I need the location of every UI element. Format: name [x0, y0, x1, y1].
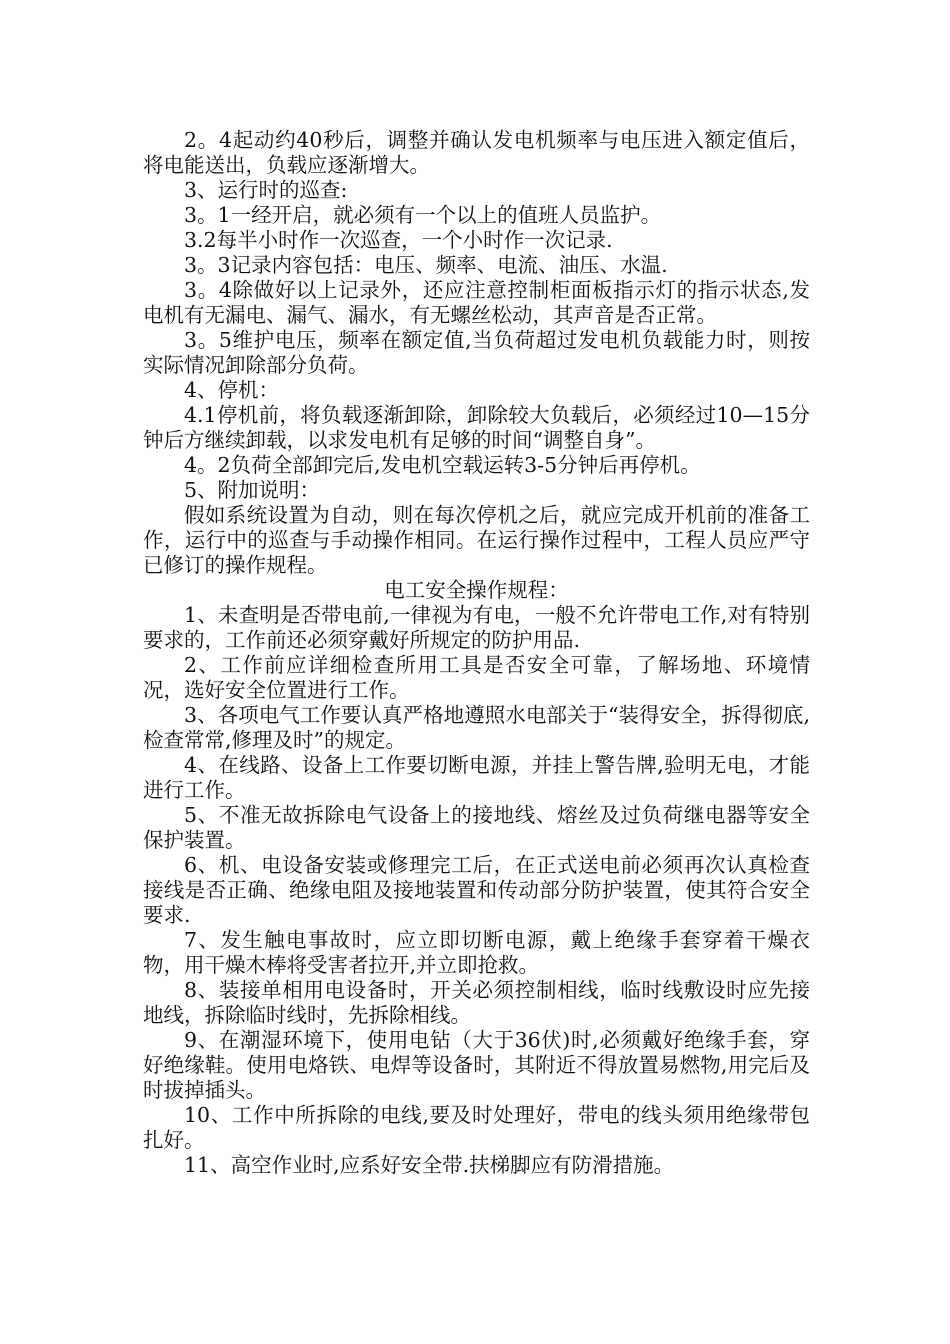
paragraph-safety-rule-4: 4、在线路、设备上工作要切断电源，并挂上警告牌,验明无电，才能进行工作。 — [143, 753, 810, 802]
paragraph-safety-rule-5: 5、不准无故拆除电气设备上的接地线、熔丝及过负荷继电器等安全保护装置。 — [143, 803, 810, 852]
paragraph-safety-rule-9: 9、在潮湿环境下，使用电钻（大于36伏)时,必须戴好绝缘手套，穿好绝缘鞋。使用电烙铁、电焊等设备时，其附近不得放置易燃物,用完后及时拔掉插头。 — [143, 1028, 810, 1102]
paragraph-safety-rule-1: 1、未查明是否带电前,一律视为有电，一般不允许带电工作,对有特别要求的，工作前还必须穿戴好所规定的防护用品. — [143, 603, 810, 652]
paragraph-additional-notes: 假如系统设置为自动，则在每次停机之后，就应完成开机前的准备工作，运行中的巡查与手动操作相同。在运行操作过程中，工程人员应严守已修订的操作规程。 — [143, 503, 810, 577]
paragraph-inspection-3-5: 3。5维护电压，频率在额定值,当负荷超过发电机负载能力时，则按实际情况卸除部分负荷。 — [143, 328, 810, 377]
paragraph-safety-rule-11: 11、高空作业时,应系好安全带.扶梯脚应有防滑措施。 — [184, 1153, 675, 1177]
paragraph-safety-rule-8: 8、装接单相用电设备时，开关必须控制相线，临时线敷设时应先接地线，拆除临时线时，先拆除相线。 — [143, 978, 810, 1027]
paragraph-safety-rule-7: 7、发生触电事故时，应立即切断电源，戴上绝缘手套穿着干燥衣物，用干燥木棒将受害者拉开,并立即抢救。 — [143, 928, 810, 977]
paragraph-inspection-3-2: 3.2每半小时作一次巡查，一个小时作一次记录. — [184, 228, 613, 252]
heading-shutdown: 4、停机： — [184, 378, 280, 402]
paragraph-safety-rule-6: 6、机、电设备安装或修理完工后，在正式送电前必须再次认真检查接线是否正确、绝缘电阻及接地装置和传动部分防护装置，使其符合安全要求. — [143, 853, 810, 927]
paragraph-safety-rule-2: 2、工作前应详细检查所用工具是否安全可靠，了解场地、环境情况，选好安全位置进行工作。 — [143, 653, 810, 702]
paragraph-safety-rule-3: 3、各项电气工作要认真严格地遵照水电部关于“装得安全，拆得彻底,检查常常,修理及时”的规定。 — [143, 703, 810, 752]
paragraph-inspection-3-4: 3。4除做好以上记录外，还应注意控制柜面板指示灯的指示状态,发电机有无漏电、漏气、漏水，有无螺丝松动，其声音是否正常。 — [143, 278, 810, 327]
paragraph-shutdown-4-2: 4。2负荷全部卸完后,发电机空载运转3-5分钟后再停机。 — [184, 453, 701, 477]
paragraph-inspection-3-1: 3。1一经开启，就必须有一个以上的值班人员监护。 — [184, 203, 662, 227]
paragraph-shutdown-4-1: 4.1停机前，将负载逐渐卸除，卸除较大负载后，必须经过10—15分钟后方继续卸载，以求发电机有足够的时间“调整自身”。 — [143, 403, 810, 452]
paragraph-inspection-3-3: 3。3记录内容包括：电压、频率、电流、油压、水温. — [184, 253, 668, 277]
paragraph-startup-2-4: 2。4起动约40秒后，调整并确认发电机频率与电压进入额定值后，将电能送出，负载应逐渐增大。 — [143, 128, 810, 177]
section-title-electrician-safety: 电工安全操作规程： — [384, 578, 569, 602]
heading-runtime-inspection: 3、运行时的巡查: — [184, 178, 348, 202]
document-body — [143, 128, 810, 1178]
heading-additional-notes: 5、附加说明： — [184, 478, 321, 502]
paragraph-safety-rule-10: 10、工作中所拆除的电线,要及时处理好，带电的线头须用绝缘带包扎好。 — [143, 1103, 810, 1152]
